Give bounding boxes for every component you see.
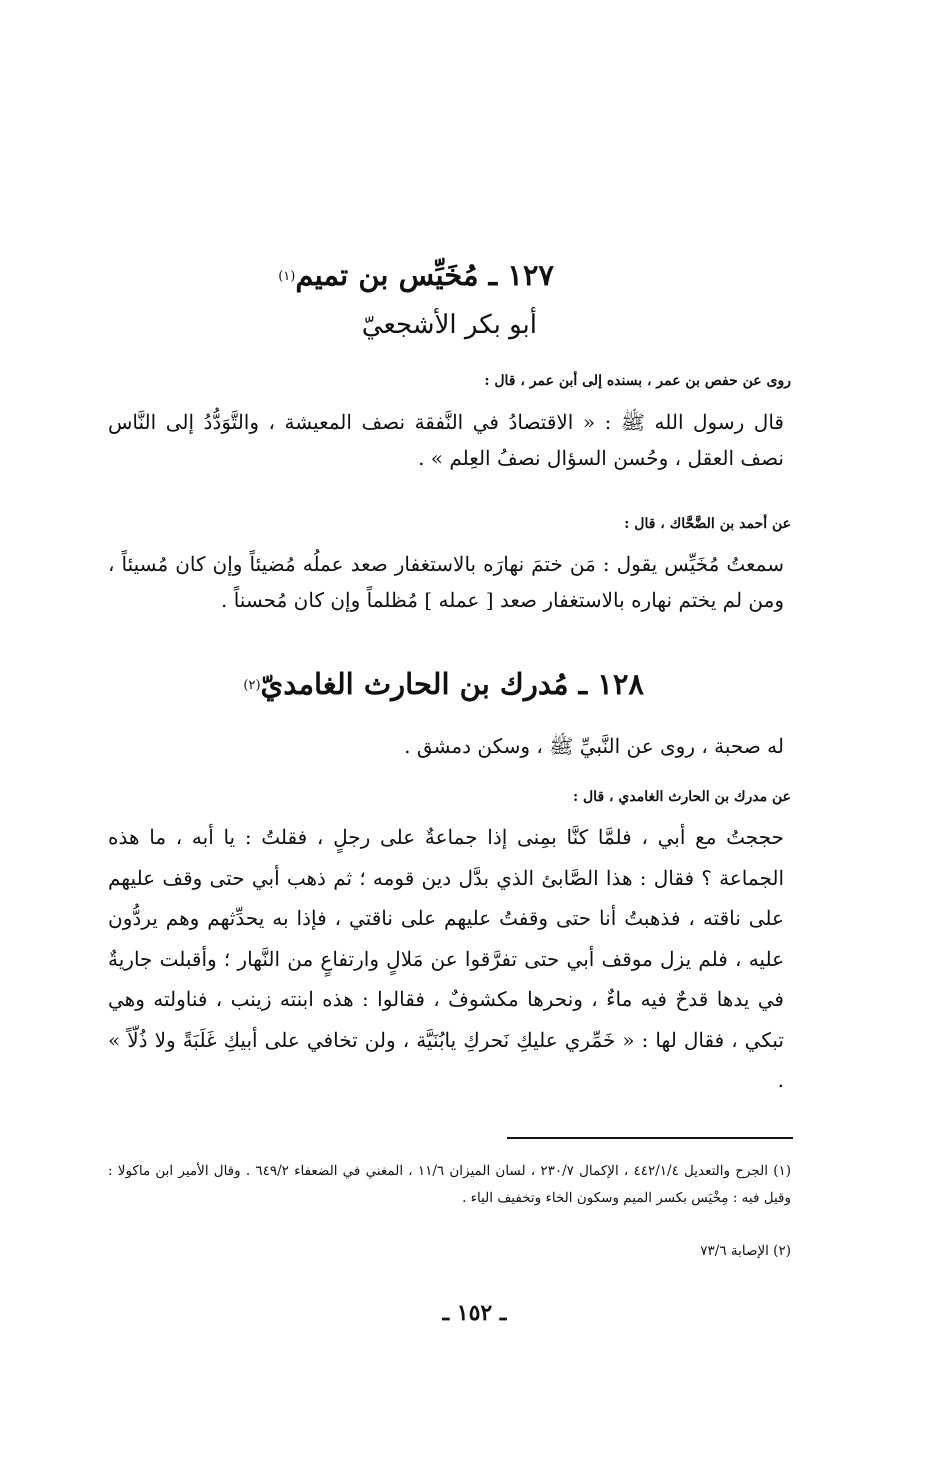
entry-127-isnad-1: روى عن حفص بن عمر ، بسنده إلى أبن عمر ، قال : [484,373,791,389]
footnote-separator [507,1137,793,1139]
entry-127-hadith-1: قال رسول الله ﷺ : « الاقتصادُ في النَّفقة نصف المعيشة ، والتَّوَدُّدُ إلى النَّاس نصف العقل ، وحُسن السؤال نصفُ العِلم » . [108,410,784,470]
entry-128-title: ١٢٨ ـ مُدرك بن الحارث الغامديّ [260,667,644,701]
entry-128-footnote-marker: (٢) [243,678,261,693]
entry-127-kunya: أبو بكر الأشجعيّ [361,310,537,340]
entry-128-heading [243,664,644,704]
entry-127-isnad-2: عن أحمد بن الضَّحَّاك ، قال : [624,516,791,532]
footnote-1: (١) الجرح والتعديل ٤٤٢/١/٤ ، الإكمال ٢٣٠/٧ ، لسان الميزان ١١/٦ ، المغني في الضعفاء ٦٤٩/٢ . وقال الأمير ابن ماكولا : وقيل فيه : مِخْيَس بكسر الميم وسكون الخاء وتخفيف الياء . [108,1163,792,1206]
entry-128-narration: حججتُ مع أبي ، فلمَّا كنَّا بمِنى إذا جماعةٌ على رجلٍ ، فقلتُ : يا أبه ، ما هذه الجماعة ؟ فقال : هذا الصَّابئ الذي بدَّل دين قومه ؛ ثم ذهب أبي حتى وقف عليهم على ناقته ، فذهبتُ أنا حتى وقفتُ عليهم على ناقتي ، فإذا به يحدِّثهم وهم يردُّون عليه ، فلم يزل موقف أبي حتى تفرَّقوا عن مَلالٍ وارتفاعٍ من النَّهار ؛ وأقبلت جاريةٌ في يدها قدحٌ فيه ماءٌ ، ونحرها مكشوفٌ ، فقالوا : هذه ابنته زينب ، فناولته وهي تبكي ، فقال لها : « خَمِّري عليكِ نَحركِ يابُنَيَّة ، ولن تخافي على أبيكِ غَلَبَةً ولا ذُلّاً » . [108,825,785,1092]
footnote-2: (٢) الإصابة ٧٣/٦ [700,1243,791,1259]
entry-128-isnad: عن مدرك بن الحارث الغامدي ، قال : [572,789,791,805]
entry-127-footnote-marker: (١) [278,269,296,284]
page-number: ـ ١٥٢ ـ [442,1300,507,1326]
entry-128-companion-note: له صحبة ، روى عن النَّبيِّ ﷺ ، وسكن دمشق . [404,734,784,758]
entry-127-saying-2: سمعتُ مُخَيِّس يقول : مَن ختمَ نهارَه بالاستغفار صعد عملُه مُضيئاً وإن كان مُسيئاً ، ومن لم يختم نهاره بالاستغفار صعد [ عمله ] مُظلماً وإن كان مُحسناً . [108,552,784,612]
entry-127-title: ١٢٧ ـ مُخَيِّس بن تميم [295,258,554,292]
entry-127-heading [278,255,554,295]
